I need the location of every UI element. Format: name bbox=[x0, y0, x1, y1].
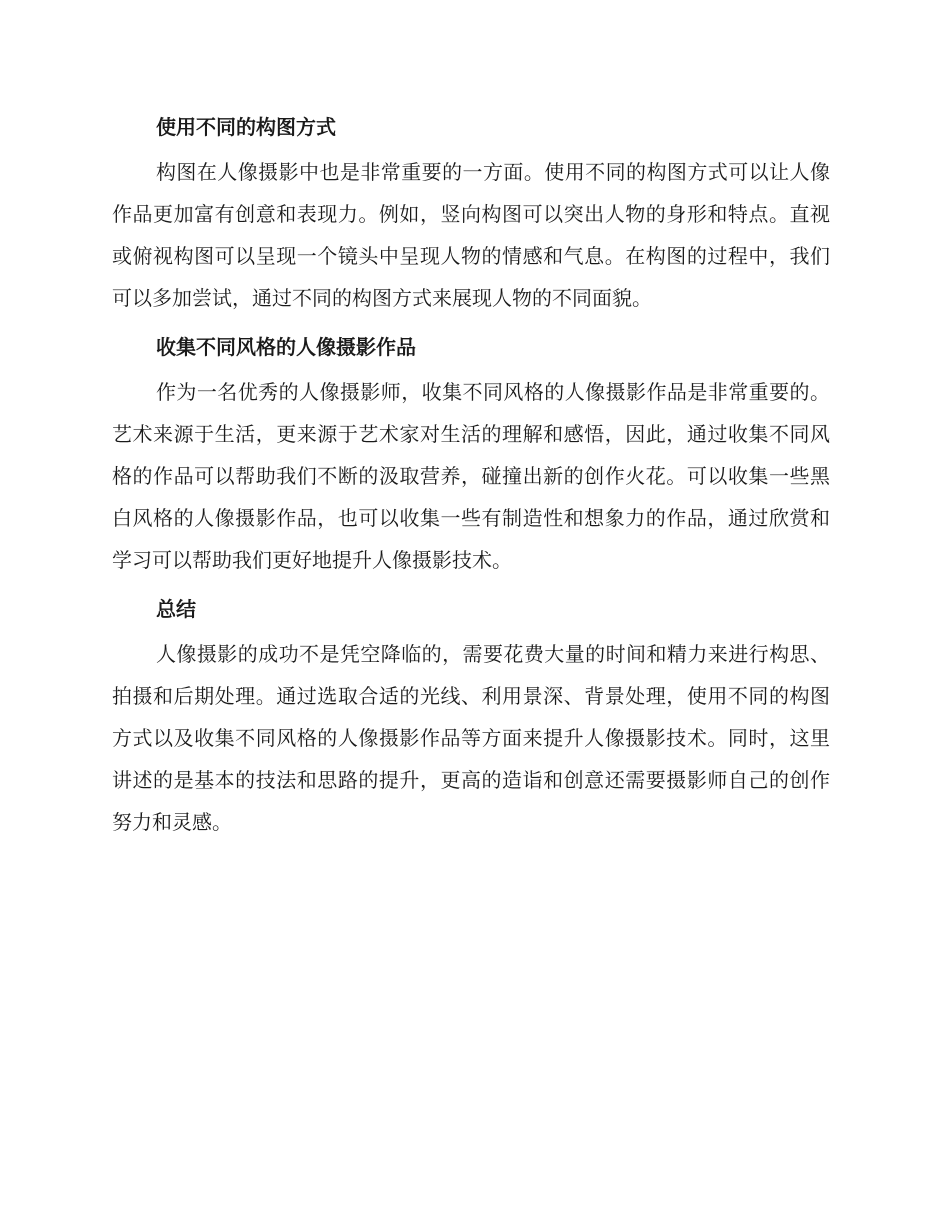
section-heading-summary: 总结 bbox=[156, 597, 196, 621]
section-paragraph-summary: 人像摄影的成功不是凭空降临的，需要花费大量的时间和精力来进行构思、拍摄和后期处理。通过选取合适的光线、利用景深、背景处理，使用不同的构图方式以及收集不同风格的人像摄影作品等方面来提升人像摄影技术。同时，这里讲述的是基本的技法和思路的提升，更高的造诣和创意还需要摄影师自己的创作努力和灵感。 bbox=[112, 642, 830, 834]
section-heading-collect-works: 收集不同风格的人像摄影作品 bbox=[156, 335, 416, 359]
document-page bbox=[112, 111, 830, 843]
section-paragraph-collect-works: 作为一名优秀的人像摄影师，收集不同风格的人像摄影作品是非常重要的。艺术来源于生活，更来源于艺术家对生活的理解和感悟，因此，通过收集不同风格的作品可以帮助我们不断的汲取营养，碰撞出新的创作火花。可以收集一些黑白风格的人像摄影作品，也可以收集一些有制造性和想象力的作品，通过欣赏和学习可以帮助我们更好地提升人像摄影技术。 bbox=[112, 380, 830, 572]
section-heading-composition: 使用不同的构图方式 bbox=[156, 115, 336, 139]
section-paragraph-composition: 构图在人像摄影中也是非常重要的一方面。使用不同的构图方式可以让人像作品更加富有创意和表现力。例如，竖向构图可以突出人物的身形和特点。直视或俯视构图可以呈现一个镜头中呈现人物的情感和气息。在构图的过程中，我们可以多加尝试，通过不同的构图方式来展现人物的不同面貌。 bbox=[112, 160, 830, 310]
